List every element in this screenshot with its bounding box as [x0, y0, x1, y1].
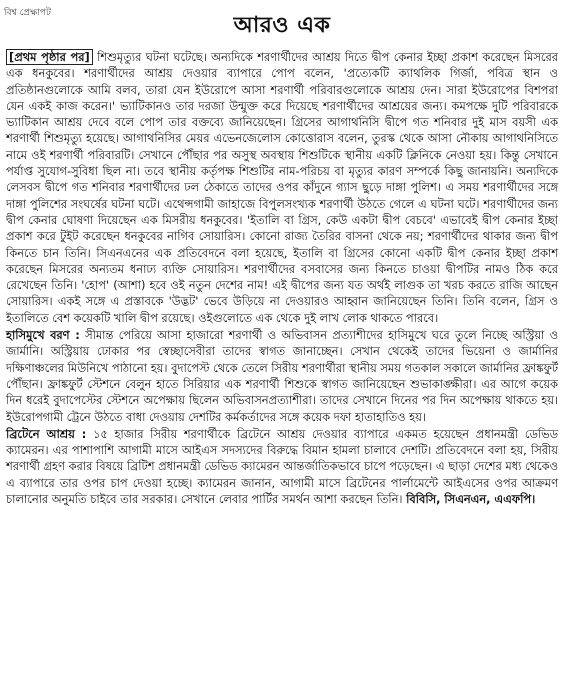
source-credit: বিবিসি, সিএনএন, এএফপি। [406, 492, 536, 507]
paragraph-1 [6, 49, 558, 326]
section-fragment: বিশ্ব প্রেক্ষাপট [4, 8, 51, 18]
headline: আরও এক [233, 13, 331, 38]
article-body [0, 49, 564, 507]
lead-label: [প্রথম পৃষ্ঠার পর] [6, 49, 93, 65]
paragraph-2 [6, 327, 558, 425]
paragraph-3 [6, 426, 558, 507]
paragraph-2-text: সীমান্ত পেরিয়ে আসা হাজারো শরণার্থী ও অভিবাসন প্রত্যাশীদের হাসিমুখে ঘরে তুলে নিচ্ছে অস্ট্রিয়া ও জার্মানি। অস্ট্রিয়ায় ঢোকার পর স্বেচ্ছাসেবীরা তাদের স্বাগত জানাচ্ছেন। সেখান থেকেই তাদের ভিয়েনা ও জার্মানির দক্ষিণাঞ্চলের মিউনিখে পাঠানো হয়। বুদাপেস্ট থেকে তেলে সিরীয় শরণার্থীরা স্থানীয় সময় গতকাল সকালে জার্মানির ফ্রাঙ্কফুর্ট পৌঁছান। ফ্রাঙ্কফুর্ট স্টেশনে বেলুন হাতে সিরিয়ার এক শরণার্থী শিশুকে স্বাগত জানিয়েছেন শুভাকাঙ্ক্ষীরা। এর আগে কয়েক দিন ধরেই বুদাপেস্টের স্টেশনে অপেক্ষায় ছিলেন অভিবাসনপ্রত্যাশীরা। তাদের সেখানে দিনের পর দিন অপেক্ষায় থাকতে হয়। ইউরোপগামী ট্রেনে উঠতে বাধা দেওয়ায় দেশটির কর্মকর্তাদের সঙ্গে কয়েক দফা হাতাহাতিও হয়। [6, 328, 559, 424]
subheading-welcome: হাসিমুখে বরণ : [6, 328, 80, 343]
paragraph-1-text: শিশুমৃত্যুর ঘটনা ঘটেছে। অন্যদিকে শরণার্থীদের আশ্রয় দিতে দ্বীপ কেনার ইচ্ছা প্রকাশ করেছেন মিসরের এক ধনকুবের। শরণার্থীদের আশ্রয় দেওয়ার ব্যাপারে পোপ বলেন, 'প্রত্যেকটি ক্যাথলিক গির্জা, পবিত্র স্থান ও প্রতিষ্ঠানগুলোকে আমি বলব, তারা যেন ইউরোপে আসা শরণার্থী পরিবারগুলোকে আশ্রয় দেন। সারা ইউরোপের বিশপরা যেন একই কাজ করেন।' ভ্যাটিকানও তার দরজা উন্মুক্ত করে দিয়েছে শরণার্থীদের আশ্রয়ের জন্য। কমপক্ষে দুটি পরিবারকে ভ্যাটিকান আশ্রয় দেবে বলে পোপ তার বক্তব্যে জানিয়েছেন। গ্রিসের আগাথনিসি দ্বীপে গত শনিবার দুই মাস বয়সী এক শরণার্থী শিশুমৃত্যু হয়েছে। আগাথনিসির মেয়র এভেনজেলোস কোত্তোরাস বলেন, তুরস্ক থেকে আসা নৌকায় আগাথনিসিতে নামে ওই শরণার্থী পরিবারটি। সেখানে পৌঁছার পর অসুস্থ অবস্থায় শিশুটিকে স্থানীয় একটি ক্লিনিকে নেওয়া হয়। কিন্তু সেখানে পর্যাপ্ত সুযোগ-সুবিধা ছিল না। তবে স্থানীয় কর্তৃপক্ষ শিশুটির নাম-পরিচয় বা মৃত্যুর কারণ সম্পর্কে কিছু জানায়নি। অন্যদিকে লেসবস দ্বীপে গত শনিবার শরণার্থীদের ঢল ঠেকাতে তাদের ওপর কাঁদুনে গ্যাস ছুড়ে দাঙ্গা পুলিশ। এ সময় শরণার্থীদের সঙ্গে দাঙ্গা পুলিশের সংঘর্ষের ঘটনা ঘটে। এথেন্সগামী জাহাজে বিপুলসংখ্যক শরণার্থী উঠতে গেলে এ ঘটনা ঘটে। শরণার্থীদের জন্য দ্বীপ কেনার ঘোষণা দিয়েছেন এক মিসরীয় ধনকুবের। 'ইতালি বা গ্রিস, কেউ একটা দ্বীপ বেচবে' এভাবেই দ্বীপ কেনার ইচ্ছা প্রকাশ করে টুইট করেছেন ধনকুবের নাগিব সোয়ারিস। কোনো রাজ্য তৈরির বাসনা থেকে নয়; শরণার্থীদের থাকার জন্য দ্বীপ কিনতে চান তিনি। সিএনএনের এক প্রতিবেদনে বলা হয়েছে, ইতালি বা গ্রিসের কোনো একটি দ্বীপ কেনার ইচ্ছা প্রকাশ করেছেন মিসরের অন্যতম ধনাঢ্য ব্যক্তি সোয়ারিস। শরণার্থীদের বসবাসের জন্য কিনতে চাওয়া দ্বীপটির নামও ঠিক করে রেখেছেন তিনি। 'হোপ' (আশা) হবে ওই নতুন দেশের নাম! এই দ্বীপের জন্য যত অর্থই লাগুক তা খরচ করতে রাজি আছেন সোয়ারিস। একই সঙ্গে এ প্রস্তাবকে 'উদ্ভট' ভেবে উড়িয়ে না দেওয়ারও আহ্বান জানিয়েছেন তিনি। তিনি বলেন, গ্রিস ও ইতালিতে বেশ কয়েকটি খালি দ্বীপ রয়েছে। ওইগুলোতে এক থেকে দুই লাখ লোক থাকতে পারবে। [6, 50, 558, 325]
paragraph-3-text: ১৫ হাজার সিরীয় শরণার্থীকে ব্রিটেনে আশ্রয় দেওয়ার ব্যাপারে একমত হয়েছেন প্রধানমন্ত্রী ডেভিড ক্যামেরন। এর পাশাপাশি আগামী মাসে আইএস সদস্যদের বিরুদ্ধে বিমান হামলা চালাবে দেশটি। প্রতিবেদনে বলা হয়, সিরীয় শরণার্থী গ্রহণ করার বিষয়ে ব্রিটিশ প্রধানমন্ত্রী ডেভিড ক্যামেরন আন্তর্জাতিকভাবে চাপে পড়েছেন। এ ছাড়া দেশের মধ্য থেকেও এ ব্যাপারে তার ওপর চাপ দেওয়া হচ্ছে। ক্যামেরন জানান, আগামী মাসে ব্রিটেনের পার্লামেন্টে আইএসের ওপর আক্রমণ চালানোর অনুমতি চাইবে তার সরকার। সেখানে লেবার পার্টির সমর্থন আশা করছেন তিনি। [6, 426, 558, 507]
subheading-britain: ব্রিটেনে আশ্রয় : [6, 426, 87, 441]
